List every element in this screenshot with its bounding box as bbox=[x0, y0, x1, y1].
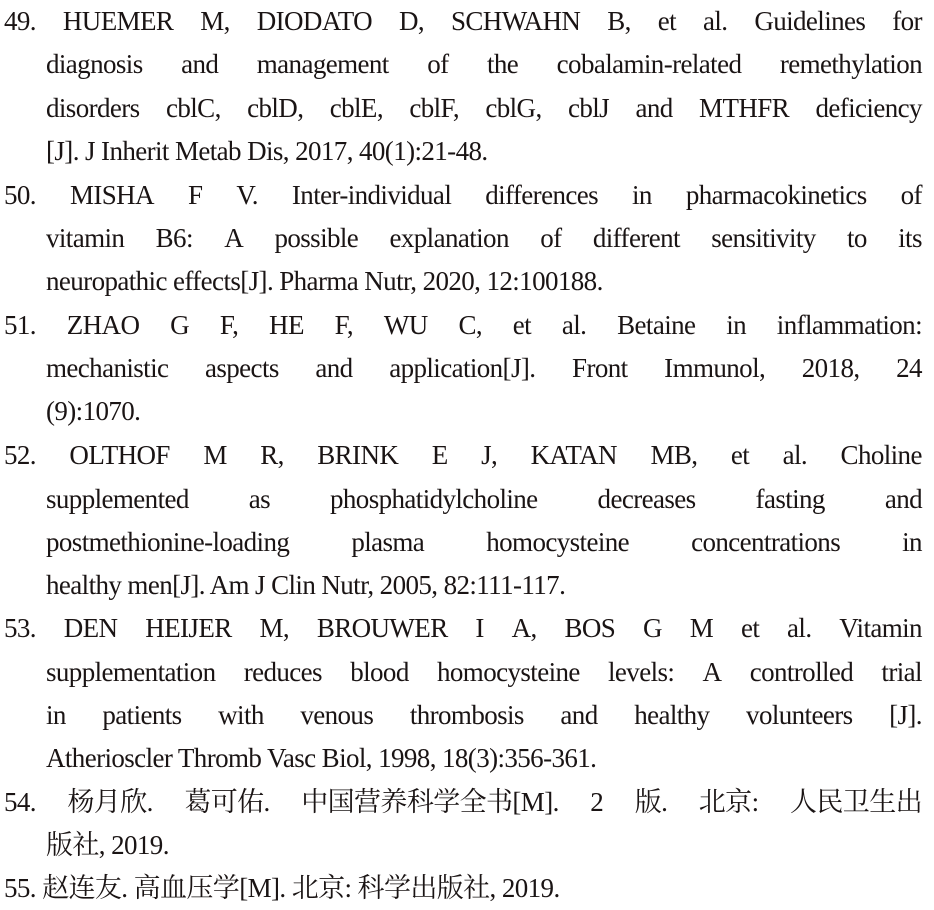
word: aspects bbox=[204, 353, 279, 383]
word: M bbox=[203, 440, 227, 470]
word: J, bbox=[481, 440, 498, 470]
word: al. bbox=[561, 310, 587, 340]
reference-line bbox=[46, 651, 922, 694]
word: BROUWER bbox=[316, 613, 448, 643]
reference-line bbox=[46, 478, 922, 521]
word: and bbox=[635, 93, 673, 123]
word: blood bbox=[350, 657, 409, 687]
word: explanation bbox=[389, 223, 509, 253]
word: cblF, bbox=[409, 93, 459, 123]
word: cblC, bbox=[165, 93, 221, 123]
reference-line bbox=[46, 87, 922, 130]
word: 版. bbox=[634, 787, 668, 817]
word: WU bbox=[383, 310, 428, 340]
reference-line: Atherioscler Thromb Vasc Biol, 1998, 18(3):356-361. bbox=[46, 743, 597, 773]
word: venous bbox=[300, 700, 374, 730]
word: as bbox=[248, 484, 271, 514]
word: homocysteine bbox=[486, 527, 630, 557]
word: in bbox=[46, 700, 66, 730]
word: KATAN bbox=[530, 440, 617, 470]
word: fasting bbox=[755, 484, 825, 514]
reference-line bbox=[46, 43, 922, 86]
word: to bbox=[847, 223, 867, 253]
word: deficiency bbox=[815, 93, 922, 123]
reference-line bbox=[4, 174, 922, 217]
word: D, bbox=[398, 6, 425, 36]
word: ZHAO bbox=[66, 310, 140, 340]
word: and bbox=[315, 353, 353, 383]
word: of bbox=[900, 180, 922, 210]
word: possible bbox=[274, 223, 359, 253]
word: 2 bbox=[590, 787, 604, 817]
word: et bbox=[512, 310, 532, 340]
word: al. bbox=[702, 6, 728, 36]
word: 49. bbox=[4, 6, 36, 36]
word: 53. bbox=[4, 613, 36, 643]
word: thrombosis bbox=[409, 700, 524, 730]
word: R, bbox=[260, 440, 284, 470]
word: 51. bbox=[4, 310, 36, 340]
word: inflammation: bbox=[776, 310, 922, 340]
word: for bbox=[892, 6, 922, 36]
word: DEN bbox=[63, 613, 118, 643]
word: V. bbox=[236, 180, 258, 210]
word: remethylation bbox=[779, 49, 922, 79]
word: healthy bbox=[634, 700, 710, 730]
word: in bbox=[726, 310, 746, 340]
word: [J]. bbox=[889, 700, 922, 730]
word: et bbox=[730, 440, 750, 470]
word: OLTHOF bbox=[69, 440, 170, 470]
word: et bbox=[740, 613, 760, 643]
word: et bbox=[657, 6, 677, 36]
word: homocysteine bbox=[437, 657, 580, 687]
word: B6: bbox=[155, 223, 193, 253]
word: management bbox=[256, 49, 389, 79]
word: application[J]. bbox=[389, 353, 536, 383]
word: vitamin bbox=[46, 223, 125, 253]
word: F, bbox=[334, 310, 354, 340]
word: cblJ bbox=[567, 93, 610, 123]
word: 50. bbox=[4, 180, 36, 210]
word: B, bbox=[607, 6, 631, 36]
word: E bbox=[431, 440, 448, 470]
word: Choline bbox=[840, 440, 922, 470]
reference-line bbox=[4, 434, 922, 477]
word: MTHFR bbox=[699, 93, 790, 123]
reference-line bbox=[46, 217, 922, 260]
word: 2018, bbox=[801, 353, 860, 383]
word: the bbox=[486, 49, 519, 79]
reference-line bbox=[4, 0, 922, 43]
word: MISHA bbox=[69, 180, 154, 210]
word: 52. bbox=[4, 440, 36, 470]
word: pharmacokinetics bbox=[685, 180, 867, 210]
word: its bbox=[898, 223, 922, 253]
word: G bbox=[643, 613, 662, 643]
word: HUEMER bbox=[62, 6, 174, 36]
word: al. bbox=[782, 440, 808, 470]
word: F, bbox=[219, 310, 239, 340]
reference-line bbox=[46, 521, 922, 564]
word: mechanistic bbox=[46, 353, 169, 383]
word: plasma bbox=[351, 527, 425, 557]
word: HE bbox=[269, 310, 304, 340]
word: BRINK bbox=[317, 440, 399, 470]
word: BOS bbox=[564, 613, 616, 643]
word: 北京: bbox=[698, 787, 759, 817]
word: different bbox=[592, 223, 680, 253]
word: diagnosis bbox=[46, 49, 143, 79]
word: M, bbox=[200, 6, 230, 36]
word: supplementation bbox=[46, 657, 216, 687]
word: in bbox=[902, 527, 922, 557]
word: 54. bbox=[4, 787, 36, 817]
word: of bbox=[540, 223, 562, 253]
word: cblE, bbox=[329, 93, 383, 123]
reference-line: 55. 赵连友. 高血压学[M]. 北京: 科学出版社, 2019. bbox=[4, 873, 560, 903]
word: volunteers bbox=[746, 700, 853, 730]
word: al. bbox=[787, 613, 812, 643]
word: and bbox=[884, 484, 922, 514]
word: A bbox=[702, 657, 722, 687]
word: Front bbox=[572, 353, 628, 383]
word: 24 bbox=[896, 353, 922, 383]
reference-line bbox=[4, 607, 922, 650]
word: concentrations bbox=[691, 527, 841, 557]
word: phosphatidylcholine bbox=[330, 484, 538, 514]
word: differences bbox=[485, 180, 599, 210]
word: controlled bbox=[749, 657, 854, 687]
word: DIODATO bbox=[256, 6, 373, 36]
word: levels: bbox=[608, 657, 675, 687]
reference-line: healthy men[J]. Am J Clin Nutr, 2005, 82:111-117. bbox=[46, 570, 566, 600]
reference-line bbox=[4, 781, 922, 824]
word: M, bbox=[259, 613, 290, 643]
word: reduces bbox=[243, 657, 322, 687]
word: postmethionine-loading bbox=[46, 527, 290, 557]
word: G bbox=[170, 310, 190, 340]
word: MB, bbox=[650, 440, 698, 470]
word: supplemented bbox=[46, 484, 189, 514]
word: trial bbox=[881, 657, 922, 687]
word: F bbox=[187, 180, 203, 210]
word: with bbox=[218, 700, 264, 730]
word: Betaine bbox=[617, 310, 696, 340]
word: A bbox=[224, 223, 244, 253]
word: A, bbox=[511, 613, 537, 643]
word: sensitivity bbox=[711, 223, 816, 253]
word: cblG, bbox=[485, 93, 542, 123]
word: Inter-individual bbox=[291, 180, 452, 210]
reference-line: 版社, 2019. bbox=[46, 830, 169, 860]
word: C, bbox=[458, 310, 482, 340]
word: I bbox=[475, 613, 484, 643]
word: 杨月欣. bbox=[67, 787, 153, 817]
word: Vitamin bbox=[839, 613, 922, 643]
reference-line: (9):1070. bbox=[46, 396, 141, 426]
word: and bbox=[560, 700, 598, 730]
word: Guidelines bbox=[754, 6, 866, 36]
reference-line bbox=[46, 347, 922, 390]
reference-line: neuropathic effects[J]. Pharma Nutr, 2020, 12:100188. bbox=[46, 266, 603, 296]
word: 中国营养科学全书[M]. bbox=[301, 787, 559, 817]
reference-line: [J]. J Inherit Metab Dis, 2017, 40(1):21-48. bbox=[46, 136, 488, 166]
word: cobalamin-related bbox=[556, 49, 742, 79]
word: SCHWAHN bbox=[450, 6, 581, 36]
word: and bbox=[181, 49, 219, 79]
word: cblD, bbox=[247, 93, 304, 123]
word: Immunol, bbox=[664, 353, 766, 383]
word: 葛可佑. bbox=[184, 787, 270, 817]
word: HEIJER bbox=[145, 613, 232, 643]
word: decreases bbox=[597, 484, 696, 514]
word: M bbox=[689, 613, 714, 643]
word: 人民卫生出 bbox=[790, 787, 922, 817]
word: in bbox=[632, 180, 652, 210]
reference-line bbox=[4, 304, 922, 347]
word: disorders bbox=[46, 93, 140, 123]
word: of bbox=[427, 49, 449, 79]
word: patients bbox=[102, 700, 182, 730]
reference-line bbox=[46, 694, 922, 737]
